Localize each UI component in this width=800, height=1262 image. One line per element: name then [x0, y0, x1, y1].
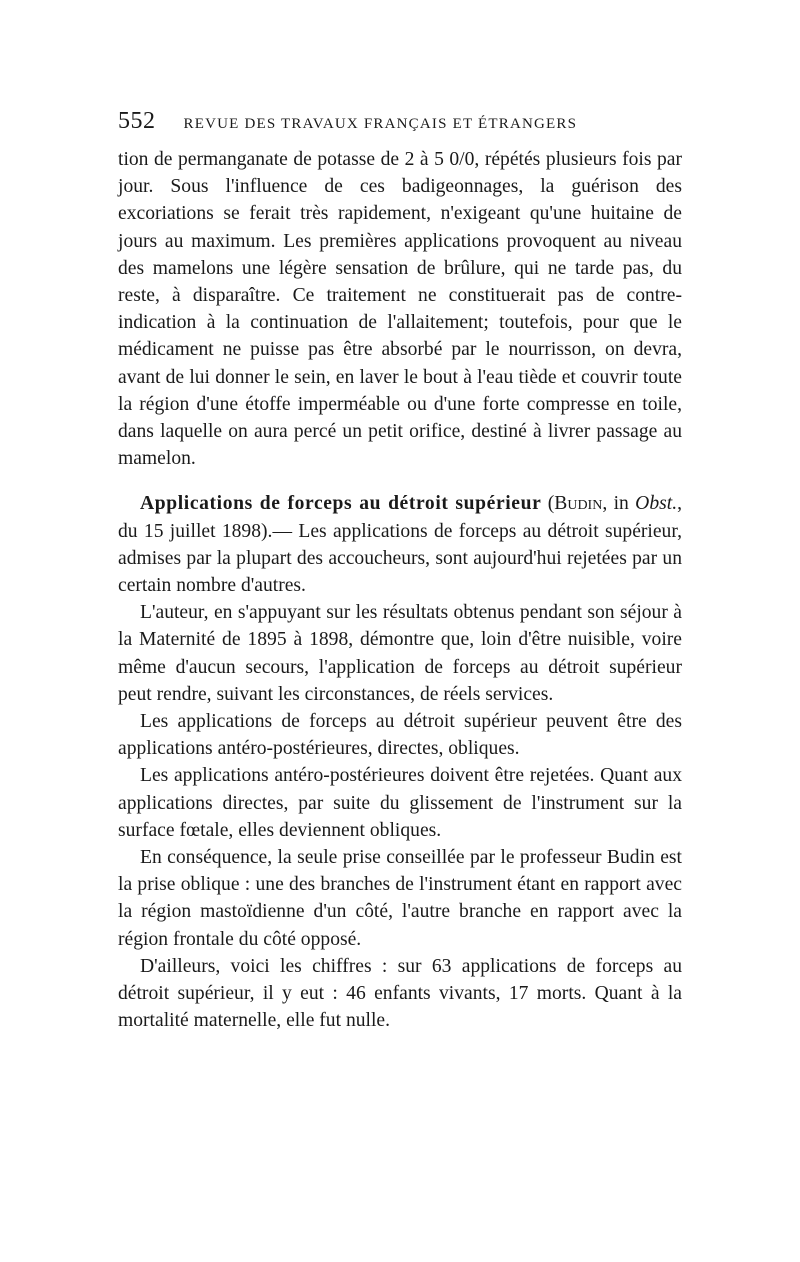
paragraph-continuation: tion de permanganate de potasse de 2 à 5 0/0, répétés plusieurs fois par jour. Sous l'influence de ces badigeonnages, la guérison des excoriations se ferait très rapidement, n'exigeant qu'une huitaine de jours au maximum. Les premières applications provoquent au niveau des mamelons une légère sensation de brûlure, qui ne tarde pas, du reste, à disparaître. Ce traitement ne constituerait pas de contre-indication à la continuation de l'allaitement; toutefois, pour que le médicament ne puisse pas être absorbé par le nourrisson, on devra, avant de lui donner le sein, en laver le bout à l'eau tiède et couvrir toute la région d'une étoffe imperméable ou d'une forte compresse en toile, dans laquelle on aura percé un petit orifice, destiné à livrer passage au mamelon. — [118, 149, 682, 470]
body-text — [118, 146, 682, 1035]
paragraph-application-types: Les applications de forceps au détroit supérieur peuvent être des applications antéro-postérieures, directes, obliques. — [118, 711, 682, 760]
author-open: ( — [541, 493, 555, 515]
paragraph-oblique-grip: En conséquence, la seule prise conseillée par le professeur Budin est la prise oblique : une des branches de l'instrument étant en rapport avec la région mastoïdienne d'un côté, l'autre branche en rapport avec la région frontale du côté opposé. — [118, 847, 682, 950]
intro-text: , du 15 juillet 1898).— Les applications de forceps au détroit supérieur, admises par la plupart des accoucheurs, sont aujourd'hui rejetées par un certain nombre d'autres. — [118, 493, 682, 597]
source-separator: , in — [602, 493, 636, 515]
journal-title: REVUE DES TRAVAUX FRANÇAIS ET ÉTRANGERS — [183, 116, 578, 132]
section-heading: Applications de forceps au détroit supérieur — [140, 493, 542, 515]
running-head — [118, 108, 682, 142]
paragraph-statistics: D'ailleurs, voici les chiffres : sur 63 applications de forceps au détroit supérieur, il y eut : 46 enfants vivants, 17 morts. Quant à la mortalité maternelle, elle fut nulle. — [118, 955, 682, 1032]
source-journal: Obst. — [635, 493, 678, 515]
document-page — [118, 108, 682, 1035]
paragraph-forceps-intro — [118, 490, 682, 599]
page-number: 552 — [118, 108, 156, 134]
paragraph-rejected-applications: Les applications antéro-postérieures doivent être rejetées. Quant aux applications directes, par suite du glissement de l'instrument sur la surface fœtale, elles deviennent obliques. — [118, 765, 682, 841]
author-name: Budin — [554, 493, 603, 515]
paragraph-author-findings: L'auteur, en s'appuyant sur les résultats obtenus pendant son séjour à la Maternité de 1895 à 1898, démontre que, loin d'être nuisible, voire même d'aucun secours, l'application de forceps au détroit supérieur peut rendre, suivant les circonstances, de réels services. — [118, 602, 682, 705]
